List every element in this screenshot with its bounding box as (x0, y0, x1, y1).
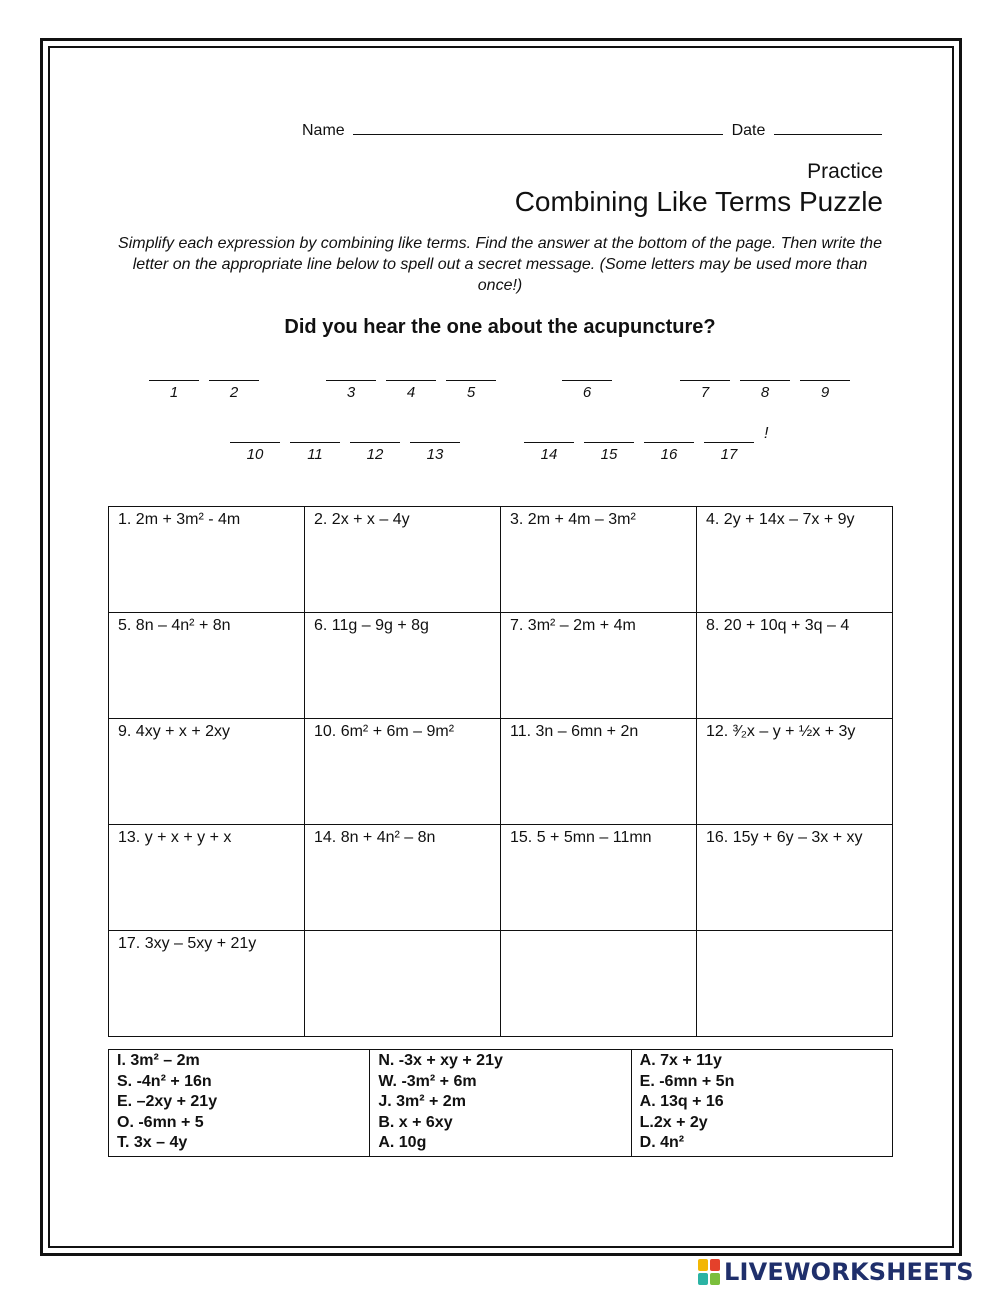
blank-4[interactable]: 4 (386, 380, 436, 401)
logo-blocks-icon (698, 1259, 720, 1285)
riddle-question: Did you hear the one about the acupuncture? (284, 316, 716, 338)
date-field[interactable] (774, 118, 882, 135)
logo-block (710, 1273, 720, 1285)
problem-cell[interactable]: 5. 8n – 4n² + 8n (109, 613, 305, 719)
problem-cell[interactable]: 3. 2m + 4m – 3m² (501, 507, 697, 613)
answer-option: I. 3m² – 2m (117, 1052, 200, 1069)
problem-cell[interactable]: 17. 3xy – 5xy + 21y (109, 931, 305, 1037)
name-field[interactable] (353, 118, 723, 135)
problem-cell-empty (501, 931, 697, 1037)
answer-option: A. 13q + 16 (639, 1093, 724, 1110)
liveworksheets-logo[interactable] (698, 1259, 974, 1285)
problem-cell[interactable]: 8. 20 + 10q + 3q – 4 (697, 613, 893, 719)
blank-9[interactable]: 9 (800, 380, 850, 401)
problem-cell[interactable]: 15. 5 + 5mn – 11mn (501, 825, 697, 931)
blank-17[interactable]: 17 (704, 442, 754, 463)
problem-cell[interactable]: 16. 15y + 6y – 3x + xy (697, 825, 893, 931)
problem-cell[interactable]: 14. 8n + 4n² – 8n (305, 825, 501, 931)
blank-11[interactable]: 11 (290, 442, 340, 463)
blank-16[interactable]: 16 (644, 442, 694, 463)
blank-3[interactable]: 3 (326, 380, 376, 401)
answer-column-1 (109, 1050, 370, 1157)
blank-6[interactable]: 6 (562, 380, 612, 401)
problem-cell[interactable]: 4. 2y + 14x – 7x + 9y (697, 507, 893, 613)
answer-option: A. 10g (378, 1134, 427, 1151)
answer-option: S. -4n² + 16n (117, 1072, 212, 1090)
blank-10[interactable]: 10 (230, 442, 280, 463)
answer-option: T. 3x – 4y (117, 1134, 188, 1151)
blank-13[interactable]: 13 (410, 442, 460, 463)
problem-cell[interactable]: 6. 11g – 9g + 8g (305, 613, 501, 719)
blank-2[interactable]: 2 (209, 380, 259, 401)
logo-block (698, 1259, 708, 1271)
problem-cell[interactable]: 1. 2m + 3m² - 4m (109, 507, 305, 613)
problem-cell-empty (697, 931, 893, 1037)
exclamation-mark: ! (764, 425, 769, 442)
answer-option: B. x + 6xy (378, 1113, 453, 1131)
blank-14[interactable]: 14 (524, 442, 574, 463)
logo-wordmark: LIVEWORKSHEETS (724, 1258, 974, 1286)
problems-table (108, 506, 893, 1037)
problem-cell-empty (305, 931, 501, 1037)
answer-option: E. -6mn + 5n (639, 1072, 735, 1090)
problem-cell[interactable]: 12. ³⁄₂x – y + ½x + 3y (697, 719, 893, 825)
problem-cell[interactable]: 10. 6m² + 6m – 9m² (305, 719, 501, 825)
blank-1[interactable]: 1 (149, 380, 199, 401)
answer-option: E. –2xy + 21y (117, 1093, 218, 1110)
answer-option: A. 7x + 11y (639, 1052, 722, 1069)
answer-option: W. -3m² + 6m (378, 1072, 477, 1090)
logo-block (698, 1273, 708, 1285)
problem-cell[interactable]: 11. 3n – 6mn + 2n (501, 719, 697, 825)
problem-cell[interactable]: 13. y + x + y + x (109, 825, 305, 931)
instructions: Simplify each expression by combining like terms. Find the answer at the bottom of the page. Then write the letter on the appropriate line below to spell out a secret message. (Some letters may be used more than once!) (118, 235, 882, 294)
answer-column-2 (370, 1050, 631, 1157)
answer-key-table (108, 1049, 893, 1157)
blank-12[interactable]: 12 (350, 442, 400, 463)
blank-8[interactable]: 8 (740, 380, 790, 401)
date-label: Date (731, 122, 766, 139)
answer-column-3 (631, 1050, 892, 1157)
blank-15[interactable]: 15 (584, 442, 634, 463)
answer-option: N. -3x + xy + 21y (378, 1052, 503, 1069)
answer-option: D. 4n² (639, 1134, 685, 1151)
problem-cell[interactable]: 2. 2x + x – 4y (305, 507, 501, 613)
problem-cell[interactable]: 7. 3m² – 2m + 4m (501, 613, 697, 719)
logo-block (710, 1259, 720, 1271)
name-label: Name (302, 122, 345, 139)
answer-option: L.2x + 2y (639, 1113, 708, 1131)
problem-cell[interactable]: 9. 4xy + x + 2xy (109, 719, 305, 825)
page-title: Combining Like Terms Puzzle (514, 186, 883, 217)
practice-label: Practice (807, 160, 883, 183)
blank-7[interactable]: 7 (680, 380, 730, 401)
answer-option: O. -6mn + 5 (117, 1113, 204, 1131)
answer-option: J. 3m² + 2m (378, 1093, 466, 1110)
name-date-line (302, 118, 882, 140)
blank-5[interactable]: 5 (446, 380, 496, 401)
